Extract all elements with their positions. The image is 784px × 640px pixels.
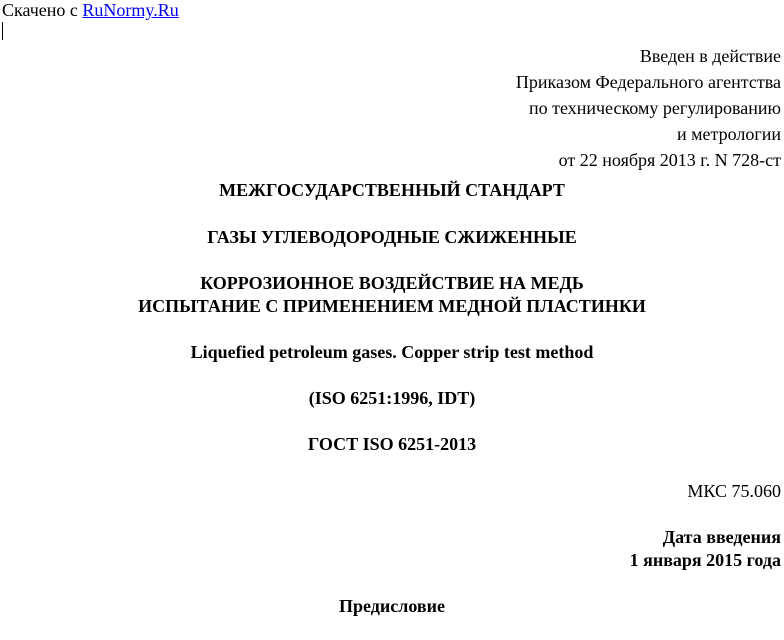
source-link[interactable]: RuNormy.Ru [82, 0, 179, 20]
english-title: Liquefied petroleum gases. Copper strip test method [190, 342, 594, 362]
iso-reference: (ISO 6251:1996, IDT) [308, 388, 476, 408]
subject-heading: ГАЗЫ УГЛЕВОДОРОДНЫЕ СЖИЖЕННЫЕ [207, 227, 577, 247]
effective-date-label: Дата введения [662, 527, 781, 547]
enactment-line: от 22 ноября 2013 г. N 728-ст [558, 150, 781, 170]
mks-code: МКС 75.060 [687, 481, 781, 501]
title-line-1: КОРРОЗИОННОЕ ВОЗДЕЙСТВИЕ НА МЕДЬ [200, 273, 584, 293]
enactment-line: Введен в действие [639, 46, 781, 66]
enactment-line: и метрологии [677, 124, 781, 144]
standard-type-heading: МЕЖГОСУДАРСТВЕННЫЙ СТАНДАРТ [219, 180, 565, 200]
effective-date: 1 января 2015 года [629, 550, 781, 570]
enactment-block [516, 43, 781, 173]
source-line [2, 0, 179, 21]
title-line-2: ИСПЫТАНИЕ С ПРИМЕНЕНИЕМ МЕДНОЙ ПЛАСТИНКИ [138, 296, 646, 316]
enactment-line: по техническому регулированию [528, 98, 781, 118]
enactment-line: Приказом Федерального агентства [515, 72, 781, 92]
text-cursor [2, 22, 3, 40]
source-prefix: Скачено с [2, 0, 83, 20]
gost-number: ГОСТ ISO 6251-2013 [307, 434, 477, 454]
section-heading: Предисловие [339, 596, 445, 616]
